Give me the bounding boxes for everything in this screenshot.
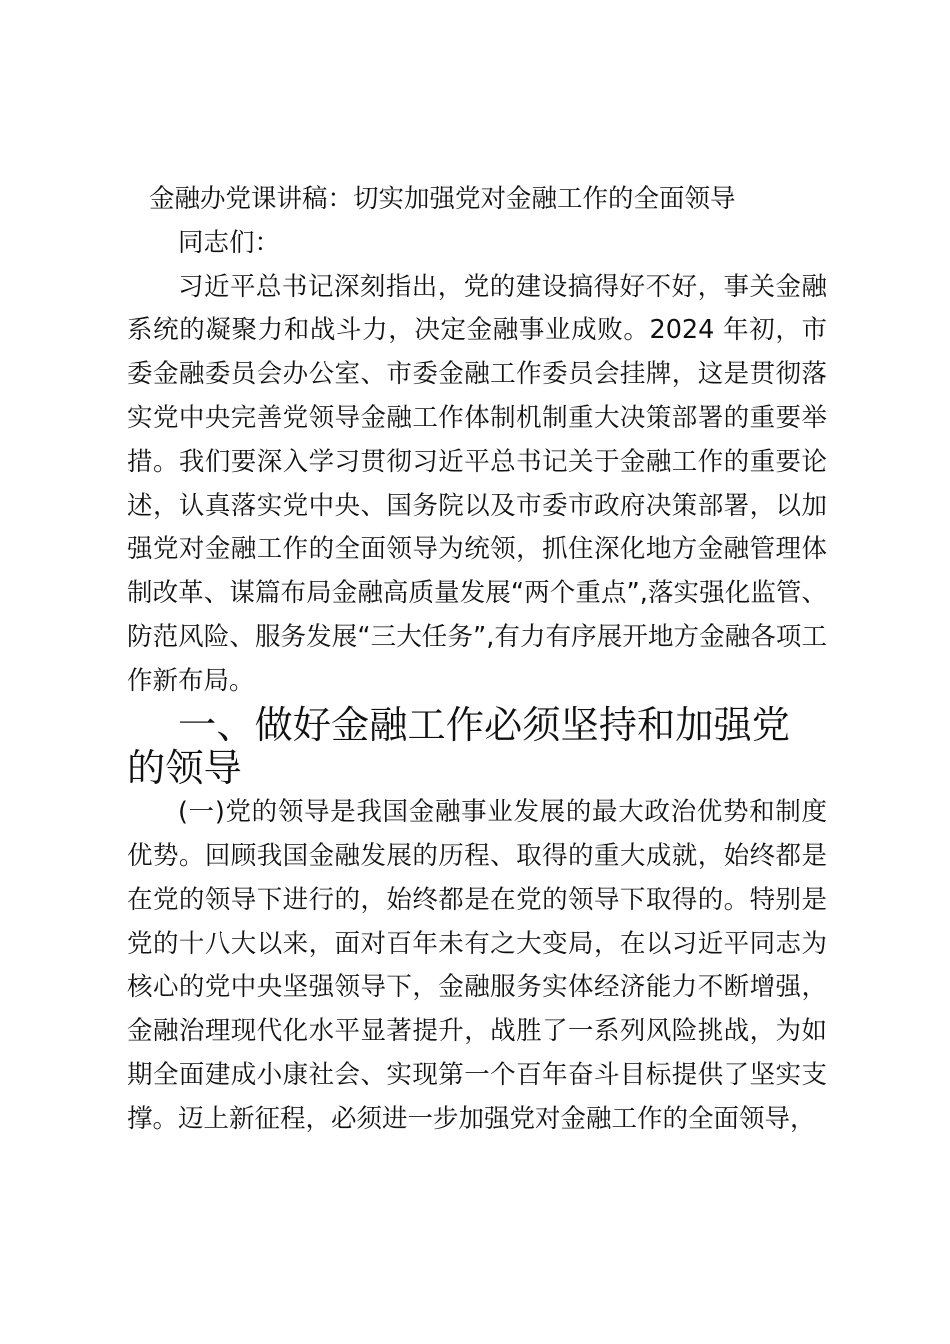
section-paragraph: (一)党的领导是我国金融事业发展的最大政治优势和制度优势。回顾我国金融发展的历程、取得的重大成就，始终都是在党的领导下进行的，始终都是在党的领导下取得的。特别是党的十八大以来，面对百年未有之大变局，在以习近平同志为核心的党中央坚强领导下，金融服务实体经济能力不断增强，金融治理现代化水平显著提升，战胜了一系列风险挑战，为如期全面建成小康社会、实现第一个百年奋斗目标提供了坚实支撑。迈上新征程，必须进一步加强党对金融工作的全面领导， [127,797,827,1134]
salutation: 同志们： [178,227,281,258]
document-title: 金融办党课讲稿：切实加强党对金融工作的全面领导 [149,184,736,214]
section-heading: 一、做好金融工作必须坚持和加强党的领导 [127,702,790,792]
intro-paragraph: 习近平总书记深刻指出，党的建设搞得好不好，事关金融系统的凝聚力和战斗力，决定金融事业成败。2024 年初，市委金融委员会办公室、市委金融工作委员会挂牌，这是贯彻落实党中央完善党领导金融工作体制机制重大决策部署的重要举措。我们要深入学习贯彻习近平总书记关于金融工作的重要论述，认真落实党中央、国务院以及市委市政府决策部署，以加强党对金融工作的全面领导为统领，抓住深化地方金融管理体制改革、谋篇布局金融高质量发展“两个重点”,落实强化监管、防范风险、服务发展“三大任务”,有力有序展开地方金融各项工作新布局。 [127,271,827,696]
document-body [127,178,827,1142]
